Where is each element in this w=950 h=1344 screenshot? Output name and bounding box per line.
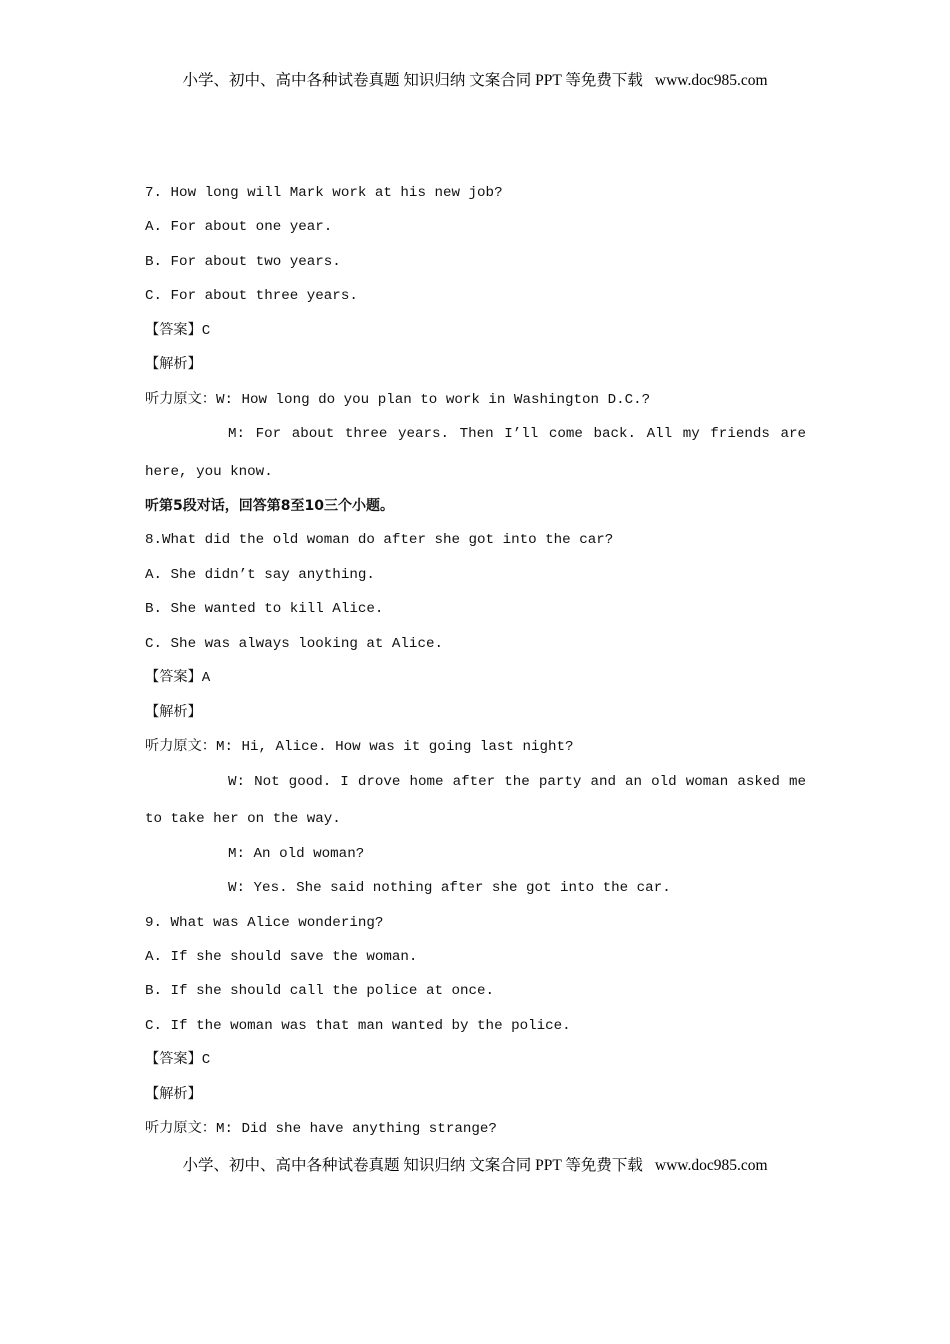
header-url[interactable]: www.doc985.com <box>654 72 768 89</box>
page-header <box>0 68 950 90</box>
text-line: C. For about three years. <box>145 288 358 304</box>
question-7: 7. How long will Mark work at his new job? <box>145 185 503 201</box>
question-9: 9. What was Alice wondering? <box>145 915 384 931</box>
text-line: 听力原文：M: Hi, Alice. How was it going last night? <box>145 739 574 755</box>
page-footer <box>0 1153 950 1175</box>
question-8: 8.What did the old woman do after she got into the car? <box>145 532 614 548</box>
text-line: 【解析】 <box>145 705 202 721</box>
text-line: to take her on the way. <box>145 811 341 827</box>
text-line: here, you know. <box>145 464 273 480</box>
text-line: A. For about one year. <box>145 219 333 235</box>
text-line: A. She didn’t say anything. <box>145 567 375 583</box>
text-line: A. If she should save the woman. <box>145 949 418 965</box>
text-line: B. If she should call the police at once. <box>145 983 495 999</box>
text-line: W: Yes. She said nothing after she got into the car. <box>228 880 671 896</box>
text-line: 【答案】A <box>145 670 211 686</box>
footer-text: 小学、初中、高中各种试卷真题 知识归纳 文案合同 PPT 等免费下载 <box>182 1157 643 1174</box>
footer-url[interactable]: www.doc985.com <box>654 1157 768 1174</box>
text-line: 听力原文：W: How long do you plan to work in Washington D.C.? <box>145 392 651 408</box>
text-line: C. If the woman was that man wanted by the police. <box>145 1018 571 1034</box>
text-line: 【解析】 <box>145 1087 202 1103</box>
section-heading: 听第5段对话，回答第8至10三个小题。 <box>145 498 394 514</box>
text-line: 【答案】C <box>145 1052 211 1068</box>
text-line: M: An old woman? <box>228 846 365 862</box>
header-text: 小学、初中、高中各种试卷真题 知识归纳 文案合同 PPT 等免费下载 <box>182 72 643 89</box>
text-line: C. She was always looking at Alice. <box>145 636 443 652</box>
text-line: 听力原文：M: Did she have anything strange? <box>145 1121 497 1137</box>
text-line: 【解析】 <box>145 357 202 373</box>
text-line: M: For about three years. Then I’ll come back. All my friends are <box>228 426 806 442</box>
text-line: B. She wanted to kill Alice. <box>145 601 384 617</box>
text-line: B. For about two years. <box>145 254 341 270</box>
text-line: 【答案】C <box>145 323 211 339</box>
text-line: W: Not good. I drove home after the party and an old woman asked me <box>228 774 806 790</box>
